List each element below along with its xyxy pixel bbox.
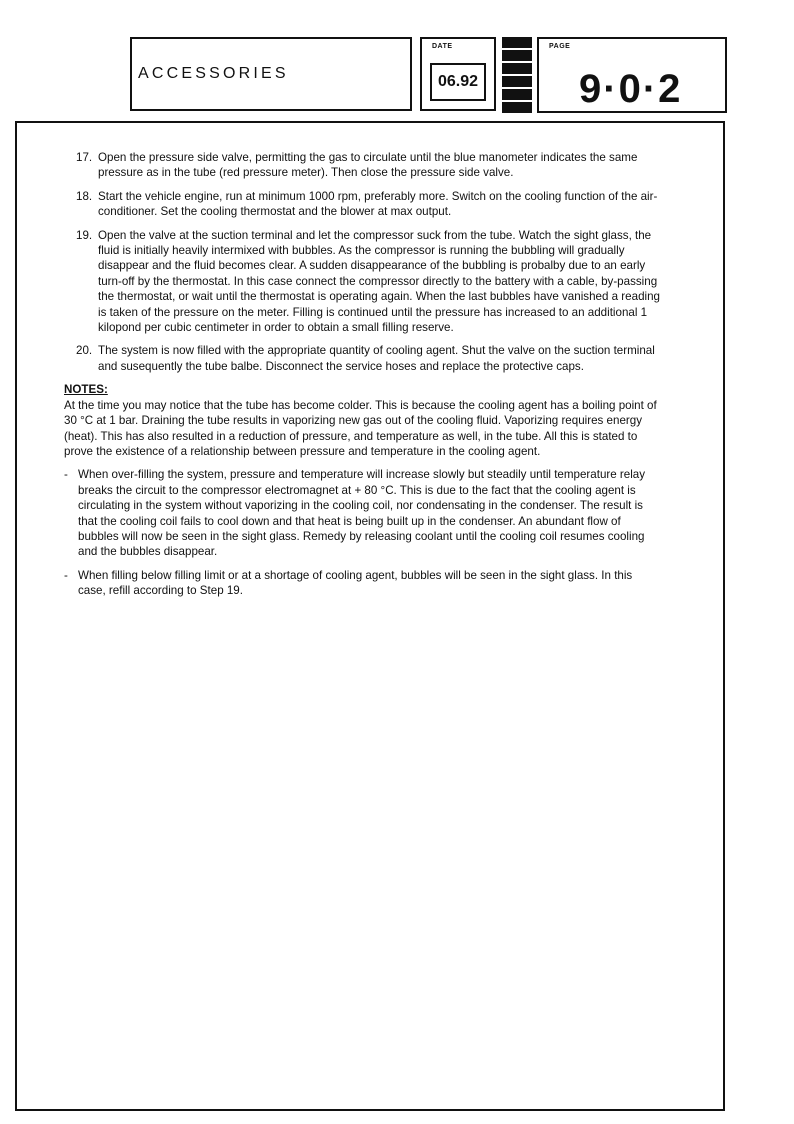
section-tab-marker [502, 37, 532, 113]
notes-bullet [64, 467, 662, 559]
step-text: The system is now filled with the appropriate quantity of cooling agent. Shut the valve on the suction terminal and susequently the tube balbe. Disconnect the service hoses and replace the protective caps. [98, 344, 655, 373]
page-number: 9·0·2 [579, 67, 683, 111]
step-18 [64, 189, 662, 220]
step-number: 18. [76, 189, 93, 203]
notes-bullet [64, 568, 662, 599]
page-label: PAGE [549, 43, 571, 50]
notes-heading: NOTES: [64, 383, 108, 397]
bullet-text: When over-filling the system, pressure and temperature will increase slowly but steadily until temperature relay breaks the circuit to the compressor electromagnet at + 80 °C. This is due to the fact that the cooling agent is circulating in the system without vaporizing in the cooling coil, nor condensating in the condenser. The result is that the cooling coil fails to cool down and that heat is being built up in the condenser. An abundant flow of bubbles will now be seen in the sight glass. Remedy by releasing coolant until the cooling coil resumes cooling and the bubbles disappear. [78, 468, 646, 559]
step-number: 19. [76, 228, 93, 242]
step-text: Open the valve at the suction terminal and let the compressor suck from the tube. Watch the sight glass, the fluid is initially heavily intermixed with bubbles. As the compressor is running the bubbling will gradually disappear and the fluid becomes clear. A sudden disappearance of the bubbling is probalby due to an early turn-off by the thermostat. In this case connect the compressor directly to the battery with a cable, by-passing the thermostat, or wait until the thermostat is operating again. When the last bubbles have vanished a reading is taken of the pressure on the meter. Filling is continued until the pressure has increased to an additional 1 kilopond per cubic centimeter in order to obtain a small filling reserve. [98, 228, 660, 335]
step-19 [64, 228, 662, 336]
date-box [420, 37, 496, 111]
step-text: Start the vehicle engine, run at minimum 1000 rpm, preferably more. Switch on the cooling function of the air-conditioner. Set the cooling thermostat and the blower at max output. [98, 189, 658, 219]
step-number: 20. [76, 344, 93, 358]
bullet-dash: - [64, 568, 68, 582]
step-20 [64, 343, 662, 374]
step-17 [64, 150, 662, 181]
page-box [537, 37, 727, 113]
step-text: Open the pressure side valve, permitting the gas to circulate until the blue manometer indicates the same pressure as in the tube (red pressure meter). Then close the pressure side valve. [98, 151, 638, 180]
bullet-dash: - [64, 468, 68, 482]
bullet-text: When filling below filling limit or at a shortage of cooling agent, bubbles will be seen in the sight glass. In this case, refill according to Step 19. [78, 568, 633, 598]
page-content [64, 150, 662, 607]
date-label: DATE [432, 43, 453, 50]
date-value: 06.92 [430, 63, 486, 101]
section-title: ACCESSORIES [138, 65, 289, 82]
section-title-box [130, 37, 412, 111]
step-number: 17. [76, 151, 93, 164]
notes-paragraph: At the time you may notice that the tube has become colder. This is because the cooling agent has a boiling point of 30 °C at 1 bar. Draining the tube results in vaporizing new gas out of the cooling fluid. Vaporizing requires energy (heat). This has also resulted in a reduction of pressure, and temperature as well, in the tube. All this is stated to prove the existence of a relationship between pressure and temperature in the cooling agent. [64, 398, 657, 458]
